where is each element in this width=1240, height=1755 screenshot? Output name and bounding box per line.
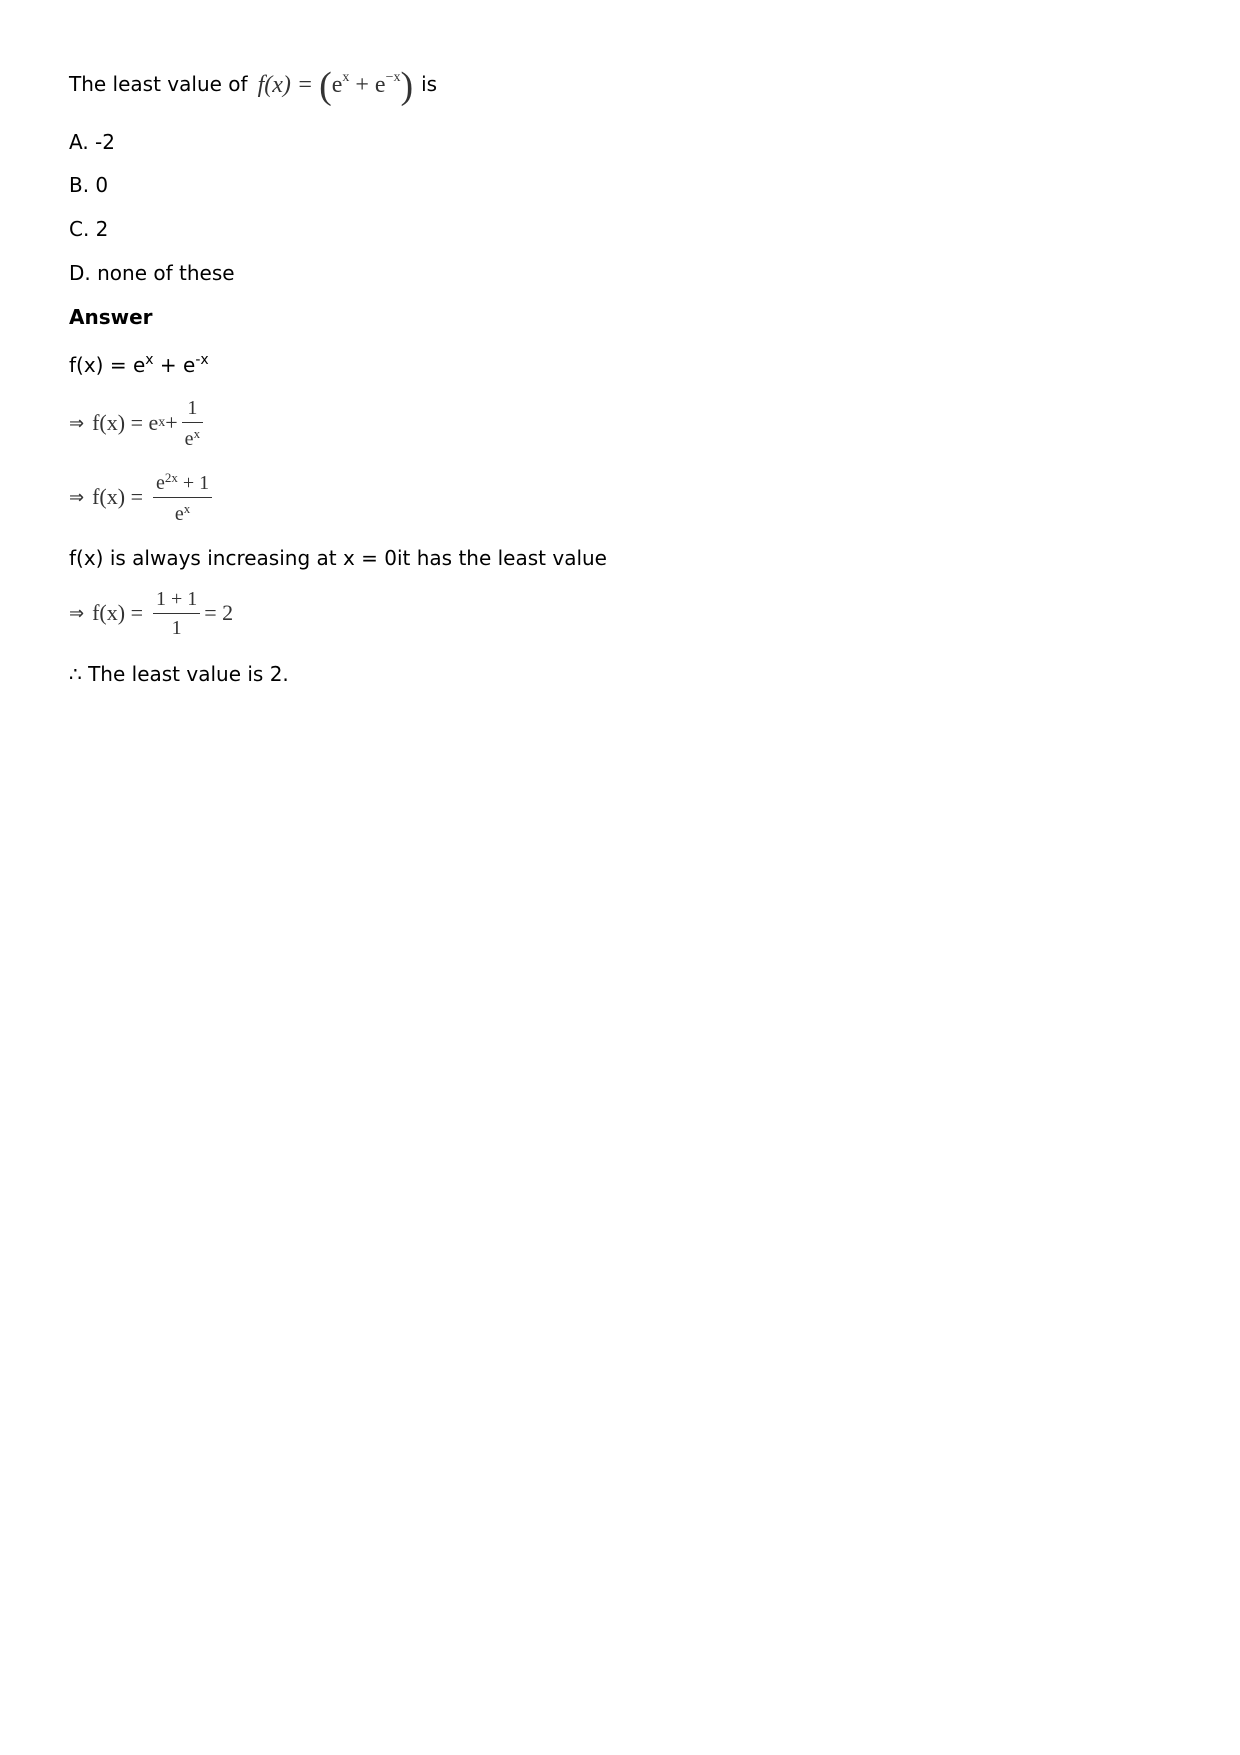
solution-equation-3 (69, 583, 233, 643)
formula-lhs: f(x) = (257, 72, 320, 98)
formula-e: e (331, 72, 343, 98)
eq3-lhs: f(x) = (92, 600, 143, 625)
step1-exp2: -x (195, 352, 209, 368)
eq1-fraction (182, 398, 203, 449)
implies-arrow: ⇒ (69, 412, 85, 434)
formula-paren-open: ( (319, 65, 332, 107)
eq3-denominator: 1 (153, 613, 200, 638)
solution-equation-2 (69, 467, 216, 527)
eq2-num-rest: + 1 (177, 471, 210, 494)
formula-plus: + e (349, 72, 386, 98)
formula-exp-neg: −x (385, 70, 401, 85)
formula-exp-pos: x (342, 70, 350, 85)
question-line (69, 65, 438, 107)
eq1-den-base: e (184, 427, 194, 450)
eq2-lhs: f(x) = (92, 484, 143, 509)
eq1-den-exp: x (193, 425, 201, 441)
option-c: C. 2 (69, 217, 109, 241)
eq2-num-base: e (155, 471, 165, 494)
formula-paren-close: ) (400, 65, 414, 107)
solution-step-1 (69, 353, 209, 375)
eq1-lhs: f(x) = e (92, 410, 159, 435)
option-d: D. none of these (69, 261, 235, 285)
eq2-numerator (153, 471, 212, 497)
implies-arrow: ⇒ (69, 602, 85, 624)
question-prefix: The least value of (69, 72, 248, 96)
answer-heading: Answer (69, 305, 153, 329)
eq3-fraction (153, 589, 200, 638)
eq2-den-base: e (174, 502, 184, 525)
option-b: B. 0 (69, 173, 109, 197)
eq1-plus: + (165, 410, 178, 435)
option-a: A. -2 (69, 130, 115, 154)
eq1-numerator: 1 (187, 396, 198, 419)
solution-text: f(x) is always increasing at x = 0it has the least value (69, 546, 607, 570)
eq1-denominator (182, 422, 203, 449)
eq2-den-exp: x (183, 500, 191, 516)
step1-exp1: x (145, 352, 154, 368)
implies-arrow: ⇒ (69, 486, 85, 508)
solution-conclusion: ∴ The least value is 2. (69, 662, 289, 686)
eq3-numerator: 1 + 1 (155, 587, 198, 610)
eq2-num-exp: 2x (164, 469, 178, 485)
eq2-fraction (153, 471, 212, 524)
step1-mid: + e (153, 353, 196, 377)
solution-equation-1 (69, 393, 207, 453)
question-formula (257, 65, 414, 107)
question-suffix: is (421, 72, 438, 96)
eq2-denominator (153, 497, 212, 524)
eq1-exp: x (158, 415, 166, 430)
step1-lhs: f(x) = e (69, 353, 146, 377)
eq3-rhs: = 2 (204, 600, 234, 625)
